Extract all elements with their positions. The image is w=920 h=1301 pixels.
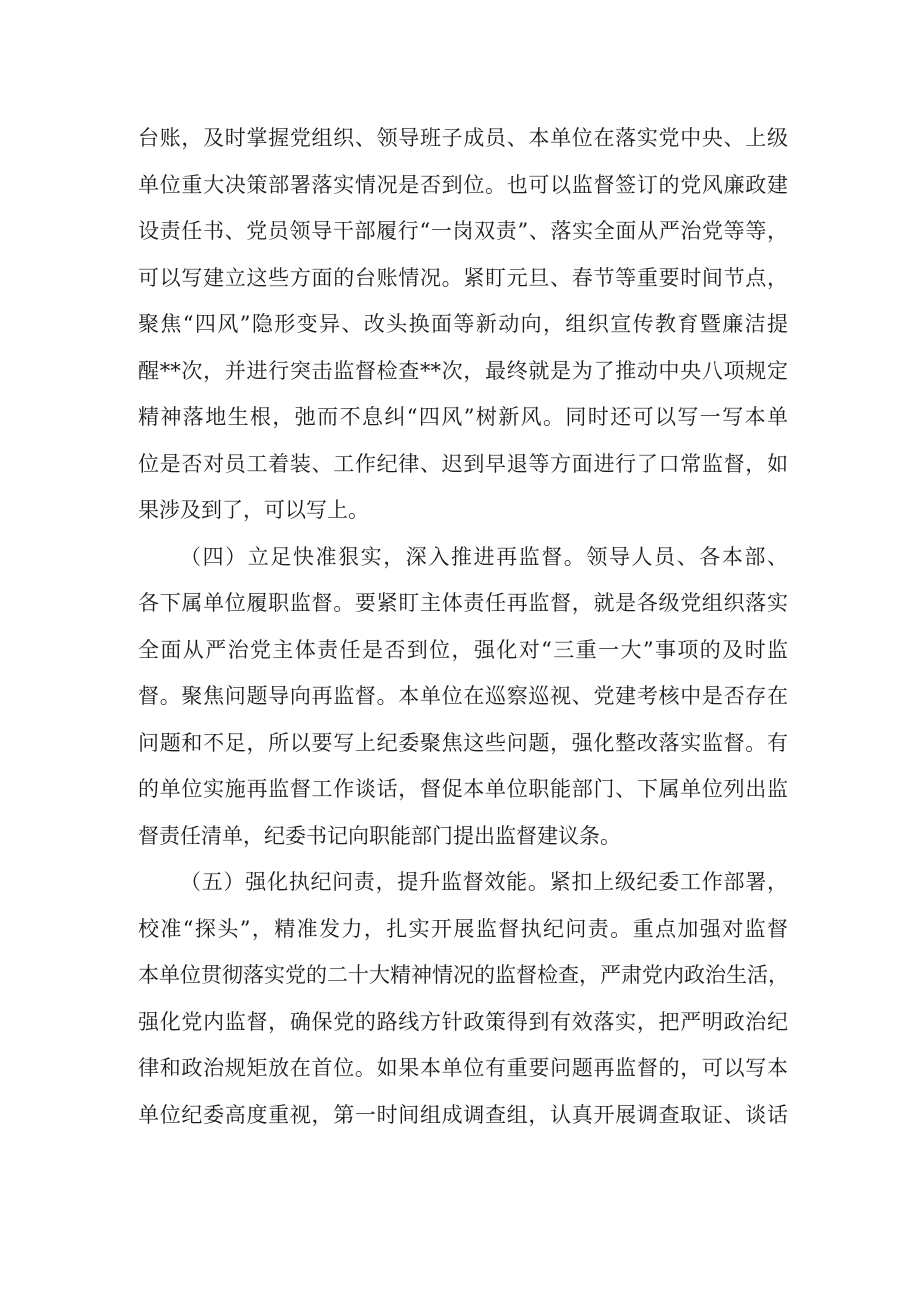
paragraph-line: 律和政治规矩放在首位。如果本单位有重要问题再监督的，可以写本 xyxy=(138,1056,788,1080)
paragraph-line: 本单位贯彻落实党的二十大精神情况的监督检查，严肃党内政治生活， xyxy=(138,963,789,987)
paragraph-line: 设责任书、党员领导干部履行“一岗双责”、落实全面从严治党等等， xyxy=(138,219,788,243)
paragraph xyxy=(138,859,788,1138)
paragraph-line: 精神落地生根，弛而不息纠“四风”树新风。同时还可以写一写本单 xyxy=(138,405,788,429)
paragraph-line: 问题和不足，所以要写上纪委聚焦这些问题，强化整改落实监督。有 xyxy=(138,730,788,755)
paragraph-line: （五）强化执纪问责，提升监督效能。紧扣上级纪委工作部署， xyxy=(180,870,788,894)
paragraph-line: 聚焦“四风”隐形变异、改头换面等新动向，组织宣传教育暨廉洁提 xyxy=(138,312,788,336)
document-body xyxy=(138,115,788,1138)
paragraph-line: 全面从严治党主体责任是否到位，强化对“三重一大”事项的及时监 xyxy=(138,637,788,662)
paragraph xyxy=(138,115,788,534)
paragraph-line: 校准“探头”，精准发力，扎实开展监督执纪问责。重点加强对监督 xyxy=(138,916,788,941)
paragraph-line: 位是否对员工着装、工作纪律、迟到早退等方面进行了口常监督，如 xyxy=(138,451,788,476)
paragraph-line: 单位纪委高度重视，第一时间组成调查组，认真开展调查取证、谈话 xyxy=(138,1102,788,1127)
paragraph-line: 的单位实施再监督工作谈话，督促本单位职能部门、下属单位列出监 xyxy=(138,777,788,801)
paragraph xyxy=(138,534,788,860)
paragraph-line: 督。聚焦问题导向再监督。本单位在巡察巡视、党建考核中是否存在 xyxy=(138,684,788,708)
paragraph-line: 各下属单位履职监督。要紧盯主体责任再监督，就是各级党组织落实 xyxy=(138,591,788,615)
paragraph-line: 督责任清单，纪委书记向职能部门提出监督建议条。 xyxy=(138,823,621,848)
paragraph-line: 台账，及时掌握党组织、领导班子成员、本单位在落实党中央、上级 xyxy=(138,126,788,150)
paragraph-line: 果涉及到了，可以写上。 xyxy=(138,498,369,522)
paragraph-line: （四）立足快准狠实，深入推进再监督。领导人员、各本部、 xyxy=(180,544,788,569)
paragraph-line: 单位重大决策部署落实情况是否到位。也可以监督签订的党风廉政建 xyxy=(138,172,788,197)
paragraph-line: 可以写建立这些方面的台账情况。紧盯元旦、春节等重要时间节点， xyxy=(138,265,788,290)
paragraph-line: 强化党内监督，确保党的路线方针政策得到有效落实，把严明政治纪 xyxy=(138,1009,788,1034)
paragraph-line: 醒**次，并进行突击监督检查**次，最终就是为了推动中央八项规定 xyxy=(138,358,788,383)
